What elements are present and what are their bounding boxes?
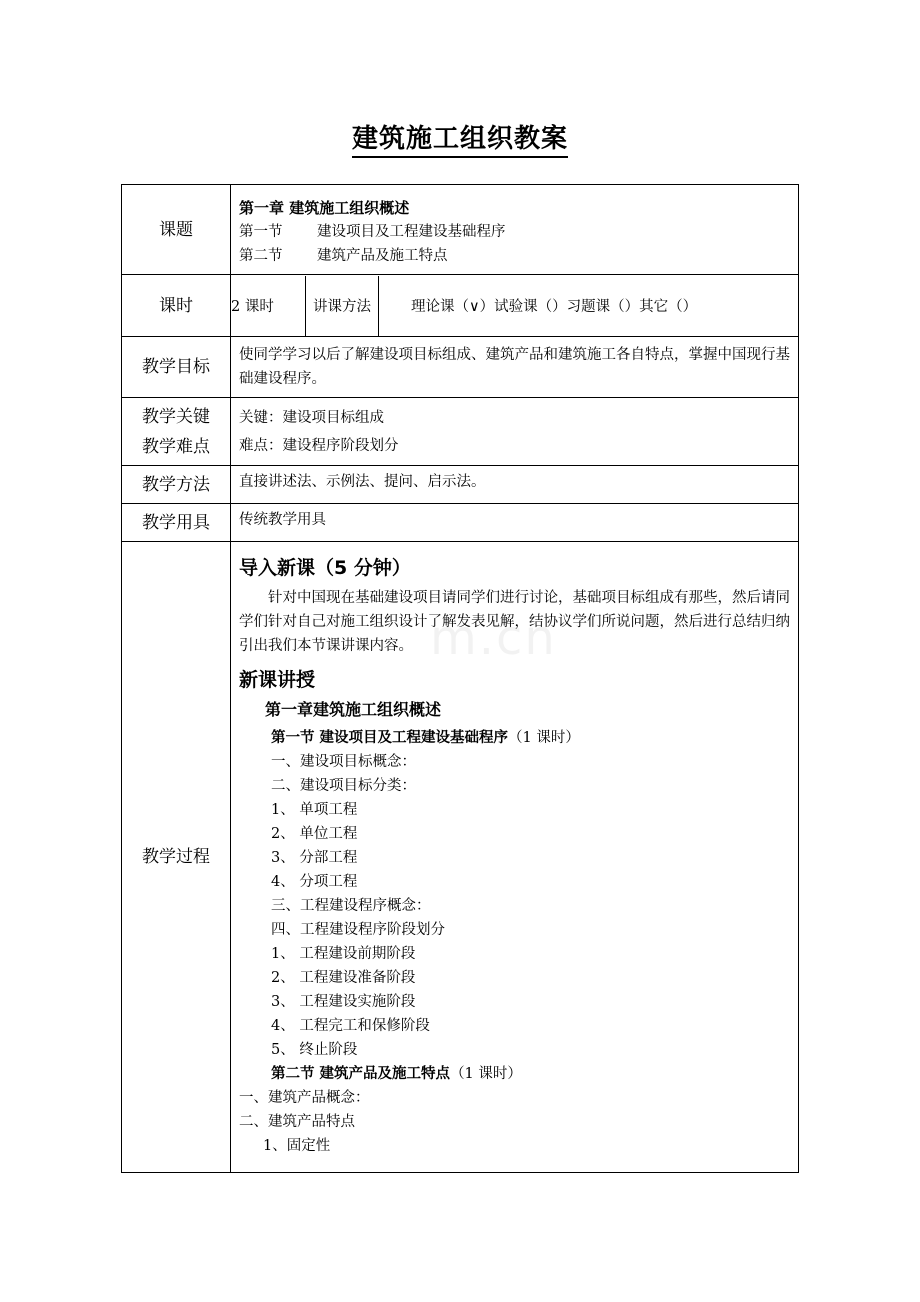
difficulty-text: 难点：建设程序阶段划分 xyxy=(239,437,399,454)
topic-chapter: 第一章 建筑施工组织概述 xyxy=(239,198,410,217)
tools-label: 教学用具 xyxy=(122,504,231,542)
hours-label: 课时 xyxy=(122,275,231,337)
outline-item: 一、建筑产品概念： xyxy=(239,1090,370,1106)
outline-item: 2、 工程建设准备阶段 xyxy=(271,970,416,986)
topic-sec2-title: 建筑产品及施工特点 xyxy=(317,247,448,264)
section2-heading: 第二节 建筑产品及施工特点（1 课时） xyxy=(271,1066,522,1082)
watermark: m.cn xyxy=(430,610,557,666)
outline-item: 三、工程建设程序概念： xyxy=(271,898,431,914)
process-label: 教学过程 xyxy=(122,542,231,1173)
hours-value: 2 课时 xyxy=(231,299,274,315)
outline-item: 2、 单位工程 xyxy=(271,826,358,842)
topic-label: 课题 xyxy=(122,185,231,275)
topic-sec1-no: 第一节 xyxy=(239,223,283,240)
outline-item: 二、建设项目标分类： xyxy=(271,778,416,794)
outline-item: 1、固定性 xyxy=(263,1138,331,1154)
outline-item: 4、 工程完工和保修阶段 xyxy=(271,1018,430,1034)
method-row xyxy=(122,466,799,504)
method-value: 理论课（∨）试验课（）习题课（）其它（） xyxy=(411,299,698,315)
page-title: 建筑施工组织教案 xyxy=(0,118,920,155)
outline-item: 1、 工程建设前期阶段 xyxy=(271,946,416,962)
section1-heading: 第一节 建设项目及工程建设基础程序（1 课时） xyxy=(271,730,580,746)
intro-text: 针对中国现在基础建设项目请同学们进行讨论，基础项目标组成有那些，然后请同学们针对自己对施工组织设计了解发表见解，结协议学们所说问题，然后进行总结归纳引出我们本节课讲课内容。 xyxy=(239,590,790,654)
goal-label: 教学目标 xyxy=(122,337,231,398)
hours-row xyxy=(122,275,799,337)
teaching-method-text: 直接讲述法、示例法、提问、启示法。 xyxy=(239,474,486,490)
key-row xyxy=(122,398,799,466)
chapter-heading: 第一章建筑施工组织概述 xyxy=(265,700,442,719)
tools-text: 传统教学用具 xyxy=(239,512,326,528)
key-text: 关键：建设项目标组成 xyxy=(239,409,384,426)
outline-item: 5、 终止阶段 xyxy=(271,1042,358,1058)
tools-row xyxy=(122,504,799,542)
new-lesson-heading: 新课讲授 xyxy=(239,669,316,691)
goal-text: 使同学学习以后了解建设项目标组成、建筑产品和建筑施工各自特点，掌握中国现行基础建设程序。 xyxy=(239,347,790,387)
method-label: 讲课方法 xyxy=(306,276,379,336)
outline-item: 4、 分项工程 xyxy=(271,874,358,890)
outline-item: 一、建设项目标概念： xyxy=(271,754,416,770)
lesson-plan-table xyxy=(121,184,799,1173)
outline-item: 二、建筑产品特点 xyxy=(239,1114,355,1130)
outline-item: 1、 单项工程 xyxy=(271,802,358,818)
goal-row xyxy=(122,337,799,398)
outline-item: 3、 分部工程 xyxy=(271,850,358,866)
outline-item: 四、工程建设程序阶段划分 xyxy=(271,922,445,938)
difficulty-label: 教学难点 xyxy=(142,436,210,457)
topic-sec1-title: 建设项目及工程建设基础程序 xyxy=(317,223,506,240)
topic-sec2-no: 第二节 xyxy=(239,247,283,264)
intro-heading: 导入新课（5 分钟） xyxy=(239,557,411,579)
key-label: 教学关键 xyxy=(142,406,210,427)
teaching-method-label: 教学方法 xyxy=(122,466,231,504)
topic-row xyxy=(122,185,799,275)
outline-item: 3、 工程建设实施阶段 xyxy=(271,994,416,1010)
